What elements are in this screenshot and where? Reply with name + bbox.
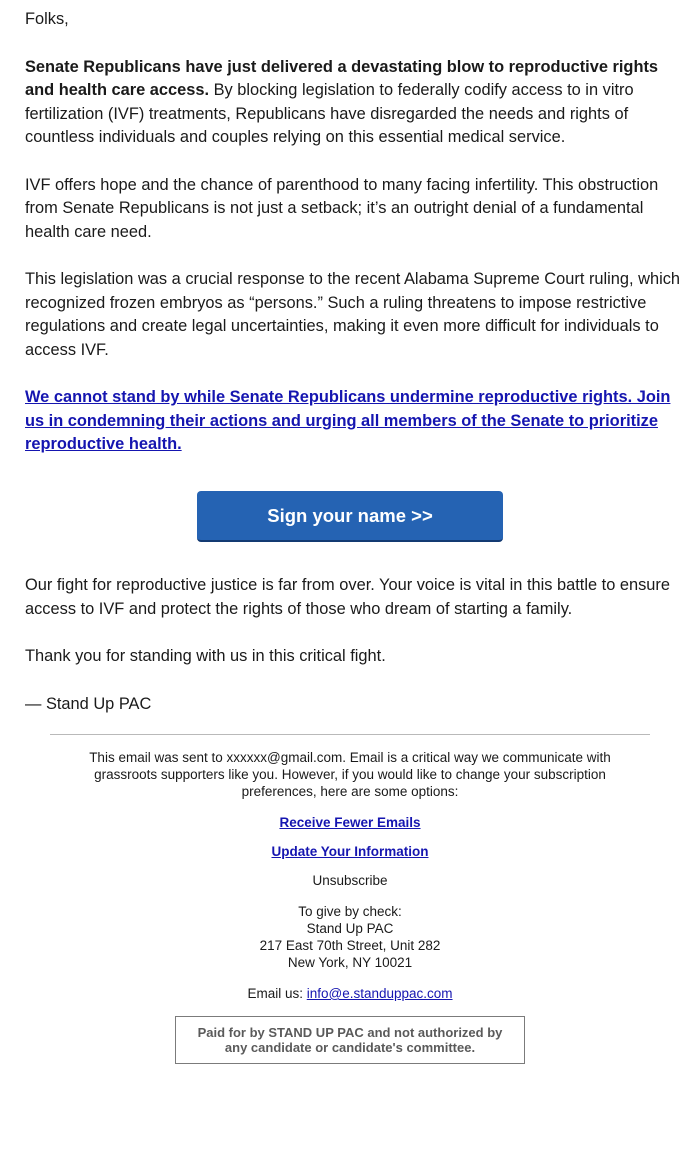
paragraph-3: This legislation was a crucial response to the recent Alabama Supreme Court ruling, which recognized frozen embryos as “persons.” Such a ruling threatens to impose restrictive regulations and create legal uncertainties, making it even more difficult for individuals to access IVF. [25, 270, 681, 359]
signature: — Stand Up PAC [25, 694, 152, 713]
cta-paragraph [25, 386, 685, 457]
greeting: Folks, [25, 10, 69, 28]
update-your-information-link[interactable]: Update Your Information [271, 844, 429, 859]
cta-link[interactable]: We cannot stand by while Senate Republicans undermine reproductive rights. Join us in condemning their actions and urging all members of the Senate to prioritize reproductive health. [25, 388, 671, 453]
thank-you-line: Thank you for standing with us in this critical fight. [25, 647, 386, 665]
contact-email-link[interactable]: info@e.standuppac.com [306, 986, 453, 1001]
closing-paragraph: Our fight for reproductive justice is far from over. Your voice is vital in this battle to ensure access to IVF and protect the rights of those who dream of starting a family. [25, 576, 670, 618]
contact-email-line [50, 985, 650, 1002]
paragraph-1-rest: By blocking legislation to federally codify access to in vitro fertilization (IVF) treatments, Republicans have disregarded the needs and rights of countless individuals and couples relying on this essential medical service. [25, 81, 634, 146]
check-label: To give by check: [298, 904, 402, 919]
paid-for-disclaimer: Paid for by STAND UP PAC and not authorized by any candidate or candidate's committee. [175, 1016, 525, 1064]
message-body [25, 8, 685, 481]
subscription-notice: This email was sent to xxxxxx@gmail.com. Email is a critical way we communicate with grassroots supporters like you. However, if you would like to change your subscription preferences, here are some options: [89, 750, 611, 799]
paragraph-1-bold: Senate Republicans have just delivered a devastating blow to reproductive rights and health care access. [25, 57, 659, 99]
receive-fewer-emails-link[interactable]: Receive Fewer Emails [279, 815, 421, 830]
sign-your-name-button[interactable]: Sign your name >> [197, 491, 503, 542]
mailing-address [50, 903, 650, 971]
sign-button-container [197, 491, 503, 544]
closing-section [25, 574, 685, 740]
footer-divider [50, 734, 650, 735]
update-info-row [50, 843, 650, 860]
footer [50, 749, 650, 1002]
email-label: Email us: [247, 986, 307, 1001]
receive-fewer-row [50, 814, 650, 831]
org-name: Stand Up PAC [306, 921, 394, 936]
street-address: 217 East 70th Street, Unit 282 [259, 938, 441, 953]
unsubscribe-link[interactable]: Unsubscribe [312, 873, 388, 888]
paragraph-1 [25, 56, 685, 150]
paragraph-2: IVF offers hope and the chance of parenthood to many facing infertility. This obstruction from Senate Republicans is not just a setback; it’s an outright denial of a fundamental health care need. [25, 175, 659, 241]
city-state-zip: New York, NY 10021 [287, 955, 413, 970]
